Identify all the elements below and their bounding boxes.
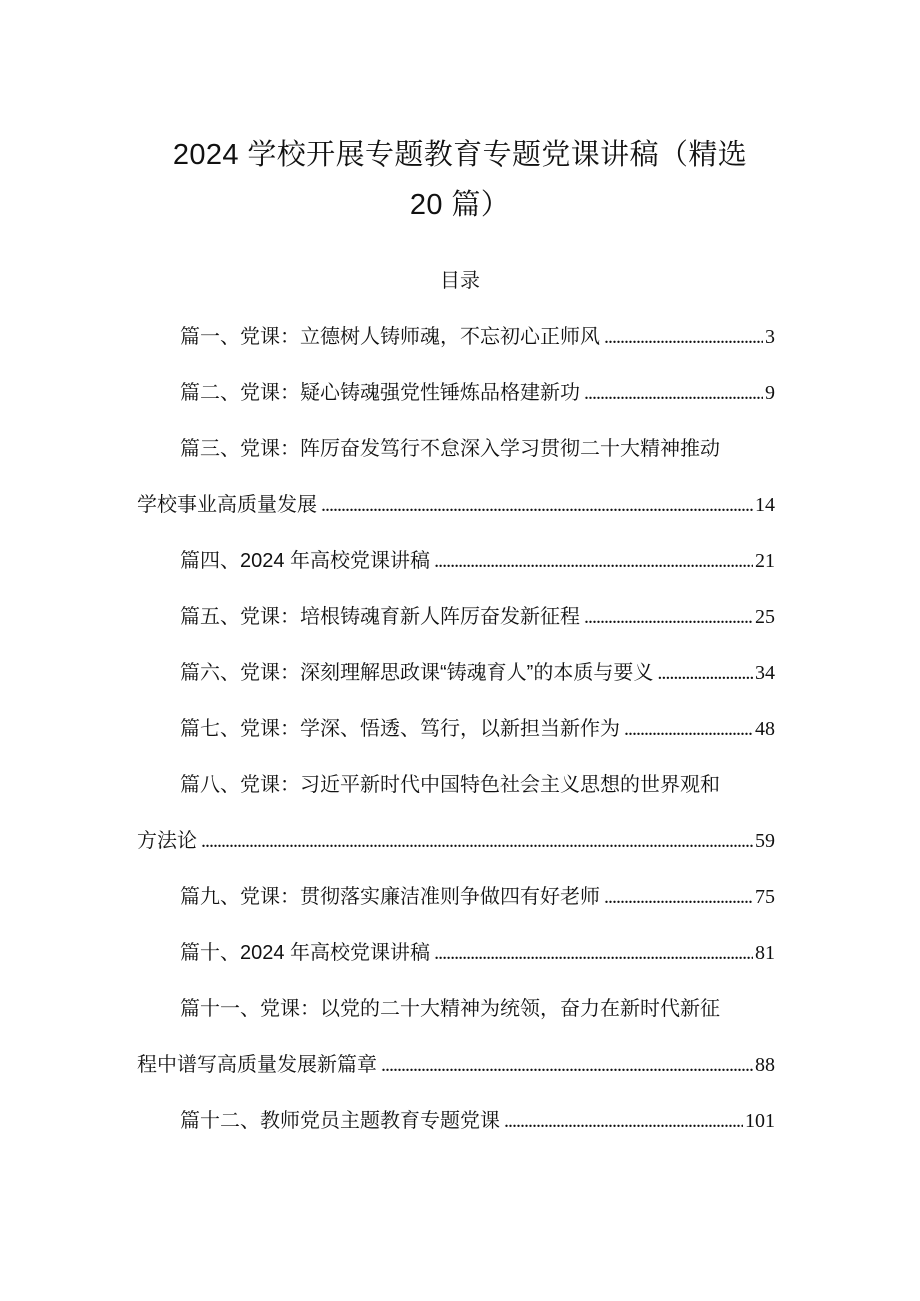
- dot-leader: [201, 813, 753, 869]
- toc-entry-title: 篇一、党课：立德树人铸师魂，不忘初心正师风: [180, 326, 600, 348]
- toc-entry-continuation: 程中谱写高质量发展新篇章: [137, 1054, 377, 1076]
- toc-page-number: 81: [755, 942, 775, 964]
- toc-page-number: 9: [765, 382, 775, 404]
- toc-entry-line: [137, 757, 775, 813]
- document-title-line: 20 篇）: [409, 189, 511, 221]
- toc-entry-title: 篇六、党课：深刻理解思政课“铸魂育人”的本质与要义: [180, 662, 654, 684]
- toc-entry: [137, 701, 775, 757]
- dot-leader: [604, 309, 763, 365]
- toc-entry: [137, 925, 775, 981]
- toc-page-number: 59: [755, 830, 775, 852]
- dot-leader: [434, 533, 753, 589]
- toc-entry: [137, 757, 775, 869]
- table-of-contents: [137, 309, 775, 1149]
- toc-entry-title: 篇二、党课：疑心铸魂强党性锤炼品格建新功: [180, 382, 580, 404]
- dot-leader: [624, 701, 753, 757]
- toc-entry-line: [137, 981, 775, 1037]
- document-title: [0, 130, 920, 230]
- toc-entry-continuation: 方法论: [137, 830, 197, 852]
- toc-entry-line: [137, 813, 775, 869]
- document-title-line: 2024 学校开展专题教育专题党课讲稿（精选: [172, 139, 748, 171]
- toc-entry-title: 篇十二、教师党员主题教育专题党课: [180, 1110, 500, 1132]
- toc-page-number: 3: [765, 326, 775, 348]
- toc-entry-continuation: 学校事业高质量发展: [137, 494, 317, 516]
- toc-heading: 目录: [440, 270, 480, 292]
- toc-page-number: 14: [755, 494, 775, 516]
- toc-page-number: 25: [755, 606, 775, 628]
- toc-page-number: 21: [755, 550, 775, 572]
- toc-entry-line: [137, 701, 775, 757]
- toc-page-number: 75: [755, 886, 775, 908]
- toc-entry-line: [137, 309, 775, 365]
- toc-entry: [137, 1093, 775, 1149]
- toc-entry-line: [137, 477, 775, 533]
- dot-leader: [321, 477, 753, 533]
- toc-entry-title: 篇十一、党课：以党的二十大精神为统领，奋力在新时代新征: [180, 998, 720, 1020]
- dot-leader: [657, 645, 753, 701]
- toc-entry: [137, 645, 775, 701]
- toc-entry: [137, 533, 775, 589]
- toc-entry-line: [137, 1093, 775, 1149]
- toc-entry-title: 篇四、2024 年高校党课讲稿: [180, 550, 431, 572]
- dot-leader: [584, 589, 753, 645]
- toc-page-number: 101: [745, 1110, 775, 1132]
- toc-entry-line: [137, 421, 775, 477]
- toc-entry-line: [137, 925, 775, 981]
- dot-leader: [504, 1093, 743, 1149]
- toc-entry-line: [137, 365, 775, 421]
- dot-leader: [584, 365, 763, 421]
- toc-entry-title: 篇十、2024 年高校党课讲稿: [180, 942, 431, 964]
- toc-entry: [137, 589, 775, 645]
- toc-entry-title: 篇五、党课：培根铸魂育新人阵厉奋发新征程: [180, 606, 580, 628]
- dot-leader: [604, 869, 753, 925]
- toc-entry-title: 篇三、党课：阵厉奋发笃行不怠深入学习贯彻二十大精神推动: [180, 438, 720, 460]
- toc-page-number: 88: [755, 1054, 775, 1076]
- toc-entry-line: [137, 1037, 775, 1093]
- toc-entry-line: [137, 645, 775, 701]
- toc-entry: [137, 309, 775, 365]
- toc-page-number: 34: [755, 662, 775, 684]
- toc-page-number: 48: [755, 718, 775, 740]
- toc-entry-line: [137, 589, 775, 645]
- toc-entry: [137, 365, 775, 421]
- toc-entry-line: [137, 533, 775, 589]
- toc-entry-title: 篇九、党课：贯彻落实廉洁准则争做四有好老师: [180, 886, 600, 908]
- dot-leader: [381, 1037, 753, 1093]
- toc-entry: [137, 981, 775, 1093]
- toc-entry: [137, 421, 775, 533]
- dot-leader: [434, 925, 753, 981]
- toc-entry-line: [137, 869, 775, 925]
- toc-entry-title: 篇八、党课：习近平新时代中国特色社会主义思想的世界观和: [180, 774, 720, 796]
- toc-entry-title: 篇七、党课：学深、悟透、笃行，以新担当新作为: [180, 718, 620, 740]
- toc-entry: [137, 869, 775, 925]
